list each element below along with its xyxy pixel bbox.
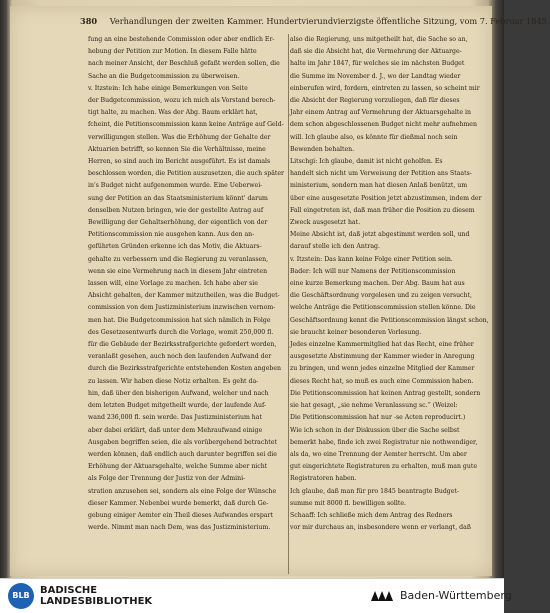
text-line: Petitionscommission nie ausgehen kann. Aus den an-: [88, 231, 255, 239]
book-page: [10, 6, 550, 576]
text-line: v. Itzstein: Ich habe einige Bemerkungen von Seite: [88, 84, 248, 92]
library-footer-bar: [0, 578, 512, 613]
text-line: stration anzusehen sei, sondern als eine Folge der Wünsche: [88, 487, 277, 495]
text-line: sung der Petition an das Staatsministerium könnt' darum: [88, 194, 268, 202]
blb-wordmark-line1: BADISCHE: [40, 585, 98, 596]
text-line: Aktuarien betrifft, so kennen Sie die Verhältnisse, meine: [88, 145, 266, 153]
text-line: denselben Nutzen bringen, wie der gestellte Antrag auf: [88, 206, 264, 214]
text-line: wenn sie eine Vermehrung nach in diesem Jahr eintreten: [88, 267, 268, 275]
text-line: beschlossen worden, die Petition auszusetzen, die auch später: [88, 170, 285, 178]
text-line: nach meiner Ansicht, der Beschluß gefaßt werden sollen, die: [88, 60, 280, 68]
text-line: geführten Gründen erkenne ich das Motiv, die Aktuars-: [88, 243, 262, 251]
text-line: Herren, so sind auch im Bericht ausgeführt. Es ist damals: [88, 158, 271, 166]
text-line: hebung der Petition zur Motion. In diesem Falle hätte: [88, 48, 257, 56]
blb-logo[interactable]: BLB: [8, 583, 34, 609]
text-line: die Geschäftsordnung vorgelesen und zu zeigen versucht,: [290, 292, 472, 300]
text-line: halte im Jahr 1847, für welches sie im nächsten Budget: [290, 60, 465, 68]
text-line: durch die Bezirksstrafgerichte entstehenden Kosten angeben: [88, 365, 281, 373]
text-line: will. Ich glaube also, es könnte für dießmal noch sein: [290, 133, 458, 141]
column-divider: [288, 34, 289, 574]
text-line: dieser Kammer. Nebenbei wurde bemerkt, daß durch Ge-: [88, 499, 269, 507]
text-line: des Gesetzesentwurfs durch die Vorlage, womit 250,000 fl.: [88, 328, 274, 336]
text-line: ausgesetzte Abstimmung der Kammer wieder in Anregung: [290, 353, 475, 361]
text-line: Sache an die Budgetcommission zu überweisen.: [88, 72, 240, 80]
page-header: [80, 14, 550, 28]
text-line: Jedes einzelne Kammermitglied hat das Recht, eine früher: [290, 341, 474, 349]
text-line: gehalte zu verbessern und die Regierung zu veranlassen,: [88, 255, 269, 263]
text-line: men hat. Die Budgetcommission hat sich nämlich in Folge: [88, 316, 271, 324]
text-line: aber dabei erklärt, daß unter dem Mehraufwand einige: [88, 426, 263, 434]
text-line: Meine Absicht ist, daß jetzt abgestimmt werden soll, und: [290, 231, 470, 239]
text-line: über eine ausgesetzte Position jetzt abzustimmen, indem der: [290, 194, 482, 202]
text-line: die Absicht der Regierung vorzuliegen, daß für dieses: [290, 97, 460, 105]
text-line: Die Petitionscommission hat keinen Antrag gestellt, sondern: [290, 389, 481, 397]
text-line: Zweck ausgesetzt hat.: [290, 219, 361, 227]
text-line: die Summe im November d. J., wo der Landtag wieder: [290, 72, 461, 80]
text-line: veranlaßt gesehen, auch noch den laufenden Aufwand der: [88, 353, 272, 361]
text-line: eine kurze Bemerkung machen. Der Abg. Baum hat aus: [290, 280, 465, 288]
text-line: Jahr einem Antrag auf Vermehrung der Aktuarsgehalte in: [290, 109, 471, 117]
blb-wordmark-line2: LANDESBIBLIOTHEK: [40, 596, 153, 607]
text-line: dem schon abgeschlossenen Budget nicht mehr aufnehmen: [290, 121, 477, 129]
text-line: in's Budget nicht aufgenommen wurde. Eine Ueberwei-: [88, 182, 263, 190]
baden-wuerttemberg-lion-icon: [368, 587, 396, 605]
text-line: der Budgetcommission, wozu ich mich als Vorstand berech-: [88, 97, 276, 105]
right-text-column: [290, 34, 488, 574]
text-line: Geschäftsordnung kennt die Petitionscommission längst schon,: [290, 316, 489, 324]
text-line: Wie ich schon in der Diskussion über die Sache selbst: [290, 426, 460, 434]
text-line: Registratoren haben.: [290, 475, 357, 483]
text-line: bemerkt habe, finde ich zwei Registratur nie nothwendiger,: [290, 438, 478, 446]
text-line: Bewenden behalten.: [290, 145, 355, 153]
text-line: verwilligungen stellen. Was die Erhöhung der Gehalte der: [88, 133, 271, 141]
text-line: vor mir durchaus an, insbesondere wenn er verlangt, daß: [290, 524, 471, 532]
text-line: welche Anträge die Petitionscommission stellen könne. Die: [290, 304, 476, 312]
text-line: dieses Recht hat, so muß es auch eine Commission haben.: [290, 377, 474, 385]
text-line: werden können, daß endlich auch darunter begriffen sei die: [88, 450, 277, 458]
text-line: sie hat gesagt, „sie nehme Veranlassung sc.“ (Weizel:: [290, 402, 458, 410]
text-line: Litschgi: Ich glaube, damit ist nicht geholfen. Es: [290, 158, 443, 166]
text-line: summe mit 8000 fl. bewilligen sollte.: [290, 499, 406, 507]
running-title: Verhandlungen der zweiten Kammer. Hundertvierundvierzigste öffentliche Sitzung, vom 7. Februar 1845.: [109, 16, 550, 26]
blb-wordmark[interactable]: [40, 585, 152, 607]
text-line: zu bringen, und wenn jedes einzelne Mitglied der Kammer: [290, 365, 475, 373]
text-line: Die Petitionscommission hat nur -se Acten reproducirt.): [290, 414, 466, 422]
baden-wuerttemberg-wordmark[interactable]: Baden-Württemberg: [400, 589, 512, 602]
text-line: werde. Nimmt man nach Dem, was das Justizministerium.: [88, 524, 271, 532]
text-line: v. Itzstein: Das kann keine Folge einer Petition sein.: [290, 255, 453, 263]
text-line: Fall eingetreten ist, daß man früher die Position zu diesem: [290, 206, 475, 214]
text-line: Bewilligung der Gehaltserhöhung, der eigentlich von der: [88, 219, 268, 227]
text-line: als da, wo eine Trennung der Aemter herrscht. Um aber: [290, 450, 467, 458]
text-line: handelt sich nicht um Verweisung der Petition ans Staats-: [290, 170, 472, 178]
text-line: einberufen wird, fordern, eintreten zu lassen, so scheint mir: [290, 84, 480, 92]
left-text-column: [88, 34, 286, 574]
text-line: wand 236,000 fl. sein werde. Das Justizministerium hat: [88, 414, 262, 422]
text-line: Schaaff: Ich schließe mich dem Antrag des Redners: [290, 511, 453, 519]
text-line: dem letzten Budget mitgetheilt wurde, der laufende Auf-: [88, 402, 267, 410]
text-line: gebung einiger Aemter ein Theil dieses Aufwandes erspart: [88, 511, 273, 519]
text-line: Ich glaube, daß man für pro 1845 beantragte Budget-: [290, 487, 460, 495]
text-line: fcheint, die Petitionscommission kann keine Anträge auf Geld-: [88, 121, 284, 129]
text-line: commission von dem Justizministerium inzwischen vernom-: [88, 304, 276, 312]
text-line: Ausgaben begriffen seien, die als vorübergehend betrachtet: [88, 438, 277, 446]
text-line: zu lassen. Wir haben diese Notiz erhalten. Es geht da-: [88, 377, 259, 385]
page-number: 380: [80, 16, 98, 26]
text-line: ministerium, sondern man hat diesen Anlaß benützt, um: [290, 182, 468, 190]
text-line: fung an eine bestehende Commission oder aber endlich Er-: [88, 36, 275, 43]
text-line: hin, daß über den bisherigen Aufwand, welcher und nach: [88, 389, 269, 397]
text-line: Erhöhung der Aktuarsgehalte, welche Summe aber nicht: [88, 463, 268, 471]
text-line: gut eingerichtete Registraturen zu erhalten, muß man gute: [290, 463, 478, 471]
text-line: tigt halte, zu machen. Was der Abg. Baum erklärt hat,: [88, 109, 258, 117]
text-line: als Folge der Trennung der Justiz von der Admini-: [88, 475, 246, 483]
text-line: Absicht gehalten, der Kammer mitzutheilen, was die Budget-: [88, 292, 280, 300]
text-line: also die Regierung, uns mitgetheilt hat, die Sache so an,: [290, 36, 468, 43]
text-line: Bader: Ich will nur Namens der Petitionscommission: [290, 267, 456, 275]
text-line: lassen will, eine Vorlage zu machen. Ich habe aber sie: [88, 280, 258, 288]
text-line: sie braucht keiner besonderen Vorlesung.: [290, 328, 422, 336]
text-line: darauf stelle ich den Antrag.: [290, 243, 380, 251]
text-line: für die Gebäude der Bezirksstrafgerichte gefordert worden,: [88, 341, 277, 349]
text-line: daß sie die Absicht hat, die Vermehrung der Aktuarge-: [290, 48, 462, 56]
